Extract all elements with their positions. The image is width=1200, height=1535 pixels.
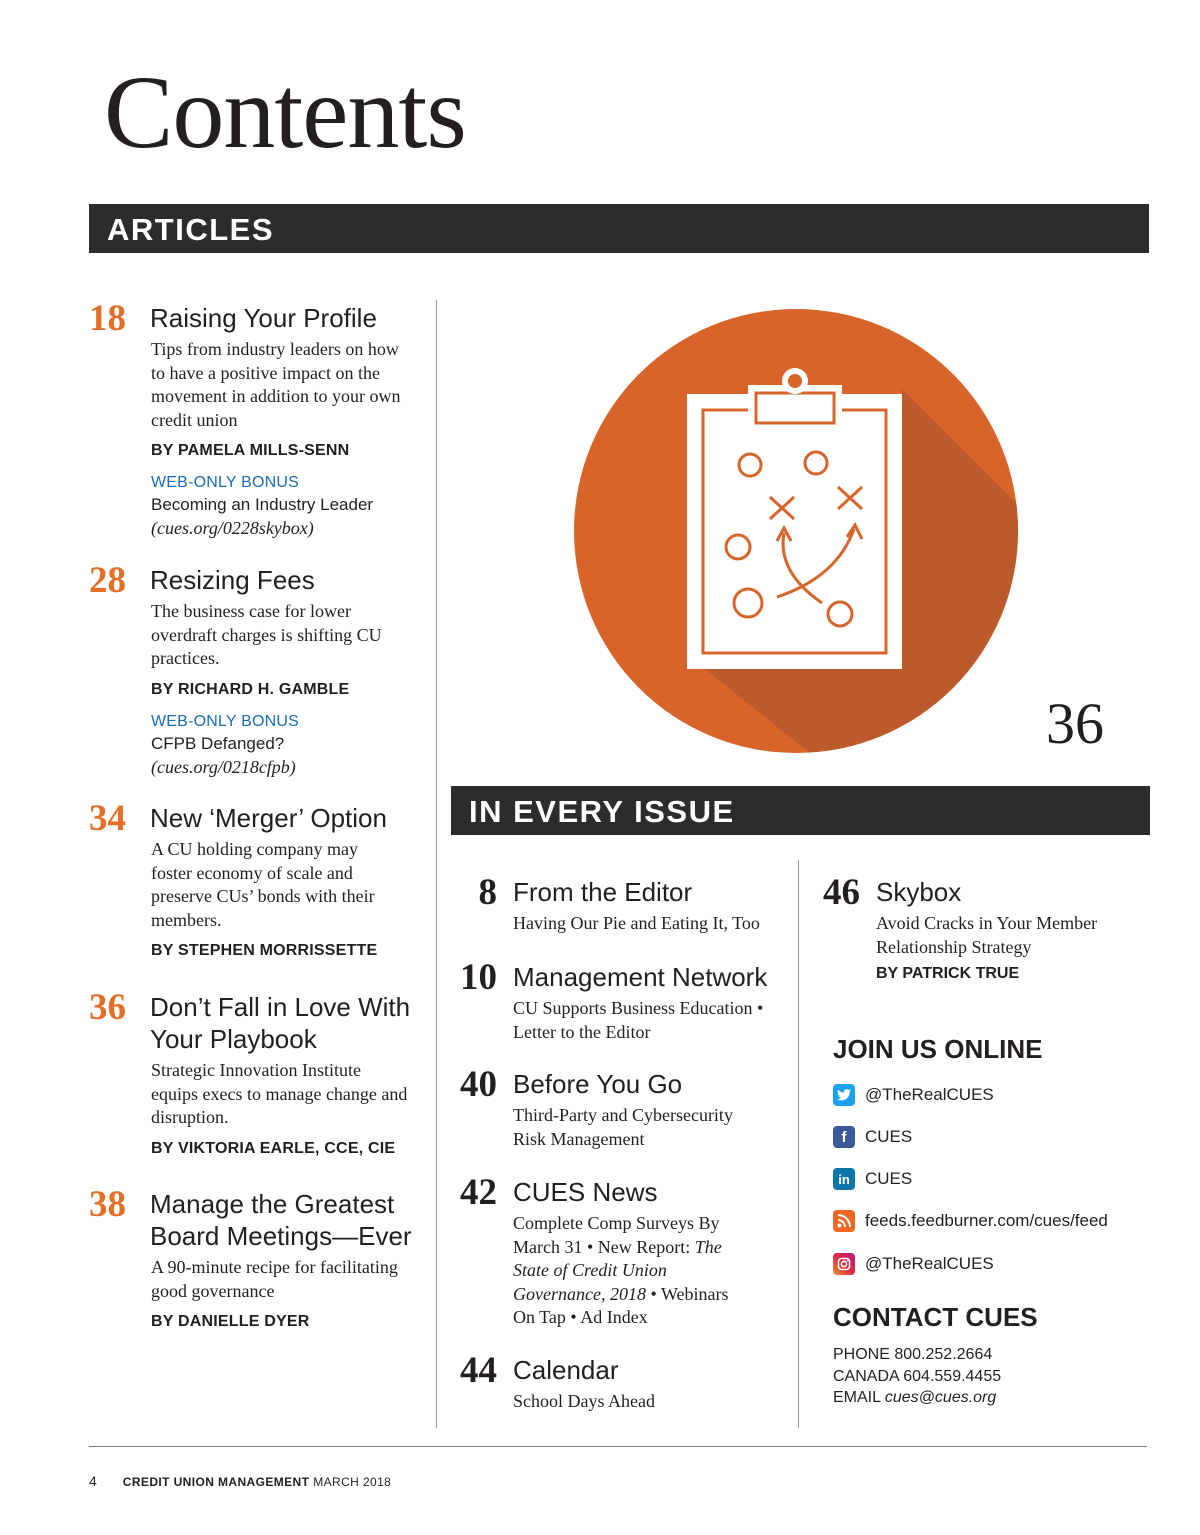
contact-block xyxy=(833,1344,1001,1409)
issue-page-number: 44 xyxy=(460,1350,497,1391)
issue-page-number: 10 xyxy=(460,957,497,998)
clipboard-clip-hole xyxy=(788,374,802,388)
join-us-online-heading: JOIN US ONLINE xyxy=(833,1034,1043,1064)
issue-description: Avoid Cracks in Your Member Relationship Strategy xyxy=(876,913,1098,957)
social-label: @TheRealCUES xyxy=(865,1254,994,1273)
article-description: The business case for lower overdraft charges is shifting CU practices. xyxy=(151,601,382,668)
article-page-number: 38 xyxy=(89,1184,126,1225)
article-entry[interactable] xyxy=(89,989,434,1158)
contact-email xyxy=(833,1387,1001,1409)
social-facebook[interactable] xyxy=(833,1126,912,1148)
web-bonus-title: CFPB Defanged? xyxy=(151,733,285,753)
web-bonus-title: Becoming an Industry Leader xyxy=(151,495,374,514)
article-title: Manage the Greatest Board Meetings—Ever xyxy=(150,1189,412,1251)
contact-email-value[interactable]: cues@cues.org xyxy=(884,1389,997,1406)
web-bonus-url[interactable]: (cues.org/0228skybox) xyxy=(151,518,314,538)
footer-magazine-name: CREDIT UNION MANAGEMENT xyxy=(122,1475,310,1489)
column-divider-left xyxy=(436,300,437,1428)
social-label: @TheRealCUES xyxy=(865,1085,994,1104)
article-entry[interactable] xyxy=(89,562,434,778)
issue-entry[interactable] xyxy=(451,874,791,936)
facebook-icon: f xyxy=(833,1126,855,1148)
instagram-icon xyxy=(833,1253,855,1275)
article-title: Resizing Fees xyxy=(150,565,315,595)
article-description: A 90-minute recipe for facilitating good governance xyxy=(151,1257,398,1301)
article-byline: BY PAMELA MILLS-SENN xyxy=(151,442,350,459)
issue-title: Management Network xyxy=(513,962,768,992)
issue-description: CU Supports Business Education • Letter to the Editor xyxy=(513,998,764,1042)
in-every-issue-bar: IN EVERY ISSUE xyxy=(451,786,1150,835)
article-entry[interactable] xyxy=(89,1186,434,1331)
issue-entry[interactable] xyxy=(451,1352,791,1414)
playbook-clipboard-illustration xyxy=(572,307,1020,755)
clipboard-board xyxy=(687,394,902,669)
issue-description-part: Complete Comp Surveys By March 31 • New Report: xyxy=(513,1213,720,1257)
issue-title: Before You Go xyxy=(513,1069,683,1099)
issue-description: School Days Ahead xyxy=(513,1391,655,1411)
article-description: Strategic Innovation Institute equips execs to manage change and disruption. xyxy=(151,1060,408,1127)
feature-page-number: 36 xyxy=(1046,691,1104,756)
contact-phone-label: PHONE xyxy=(833,1346,890,1363)
issue-entry[interactable] xyxy=(451,1066,791,1151)
contact-email-label: EMAIL xyxy=(833,1389,881,1406)
issue-entry[interactable] xyxy=(451,959,791,1044)
article-page-number: 36 xyxy=(89,987,126,1028)
issue-description-report-title: The State of Credit Union Governance, 2018 xyxy=(513,1236,722,1304)
issue-page-number: 40 xyxy=(460,1064,497,1105)
article-entry[interactable] xyxy=(89,800,434,960)
issue-page-number: 42 xyxy=(460,1172,497,1213)
contact-canada-label: CANADA xyxy=(833,1367,899,1385)
social-instagram[interactable] xyxy=(833,1253,994,1275)
article-byline: BY RICHARD H. GAMBLE xyxy=(151,680,350,698)
social-label: feeds.feedburner.com/cues/feed xyxy=(865,1211,1108,1230)
issue-title: Skybox xyxy=(876,877,962,907)
article-page-number: 28 xyxy=(89,560,126,601)
article-title: New ‘Merger’ Option xyxy=(150,803,387,833)
footer-date: MARCH 2018 xyxy=(313,1475,392,1489)
rss-icon xyxy=(833,1210,855,1232)
issue-description xyxy=(513,1212,738,1330)
web-bonus-label: WEB-ONLY BONUS xyxy=(151,474,300,491)
web-bonus-url[interactable]: (cues.org/0218cfpb) xyxy=(151,756,296,777)
issue-page-number: 46 xyxy=(823,872,860,913)
contact-canada xyxy=(833,1366,1001,1388)
issue-description: Third-Party and Cybersecurity Risk Management xyxy=(513,1105,733,1149)
contact-phone-value[interactable]: 800.252.2664 xyxy=(894,1346,993,1363)
articles-section-bar: ARTICLES xyxy=(89,204,1149,253)
article-description: Tips from industry leaders on how to have a positive impact on the movement in addition to your own credit union xyxy=(151,339,401,430)
social-rss[interactable] xyxy=(833,1210,1108,1232)
issue-page-number: 8 xyxy=(478,872,497,913)
social-linkedin[interactable] xyxy=(833,1168,912,1190)
issue-entry-skybox[interactable] xyxy=(812,874,1132,983)
contact-canada-value[interactable]: 604.559.4455 xyxy=(903,1367,1002,1385)
contact-phone xyxy=(833,1344,1001,1366)
issue-title: From the Editor xyxy=(513,877,693,907)
article-byline: BY DANIELLE DYER xyxy=(151,1313,310,1330)
article-title: Don’t Fall in Love With Your Playbook xyxy=(150,992,411,1054)
article-entry[interactable] xyxy=(89,300,434,539)
contact-cues-heading: CONTACT CUES xyxy=(833,1302,1038,1332)
issue-description: Having Our Pie and Eating It, Too xyxy=(513,913,760,933)
linkedin-icon: in xyxy=(833,1168,855,1190)
column-divider-right xyxy=(798,860,799,1428)
article-page-number: 18 xyxy=(89,298,126,339)
page-title: Contents xyxy=(104,55,466,170)
article-byline: BY STEPHEN MORRISSETTE xyxy=(151,942,378,959)
article-byline: BY VIKTORIA EARLE, CCE, CIE xyxy=(151,1139,396,1157)
issue-description-part: • Webinars On Tap • Ad Index xyxy=(513,1283,729,1327)
footer-page-number: 4 xyxy=(89,1473,97,1489)
footer-rule xyxy=(89,1446,1147,1447)
article-title: Raising Your Profile xyxy=(150,303,377,333)
social-twitter[interactable] xyxy=(833,1084,994,1106)
social-label: CUES xyxy=(865,1127,913,1146)
article-page-number: 34 xyxy=(89,798,126,839)
article-description: A CU holding company may foster economy of scale and preserve CUs’ bonds with their members. xyxy=(151,839,375,930)
twitter-icon xyxy=(833,1084,855,1106)
issue-entry[interactable] xyxy=(451,1174,791,1330)
web-bonus-label: WEB-ONLY BONUS xyxy=(151,712,300,730)
social-label: CUES xyxy=(865,1169,913,1188)
issue-byline: BY PATRICK TRUE xyxy=(876,965,1020,982)
issue-title: CUES News xyxy=(513,1177,658,1207)
footer xyxy=(89,1473,391,1489)
issue-title: Calendar xyxy=(513,1355,619,1385)
